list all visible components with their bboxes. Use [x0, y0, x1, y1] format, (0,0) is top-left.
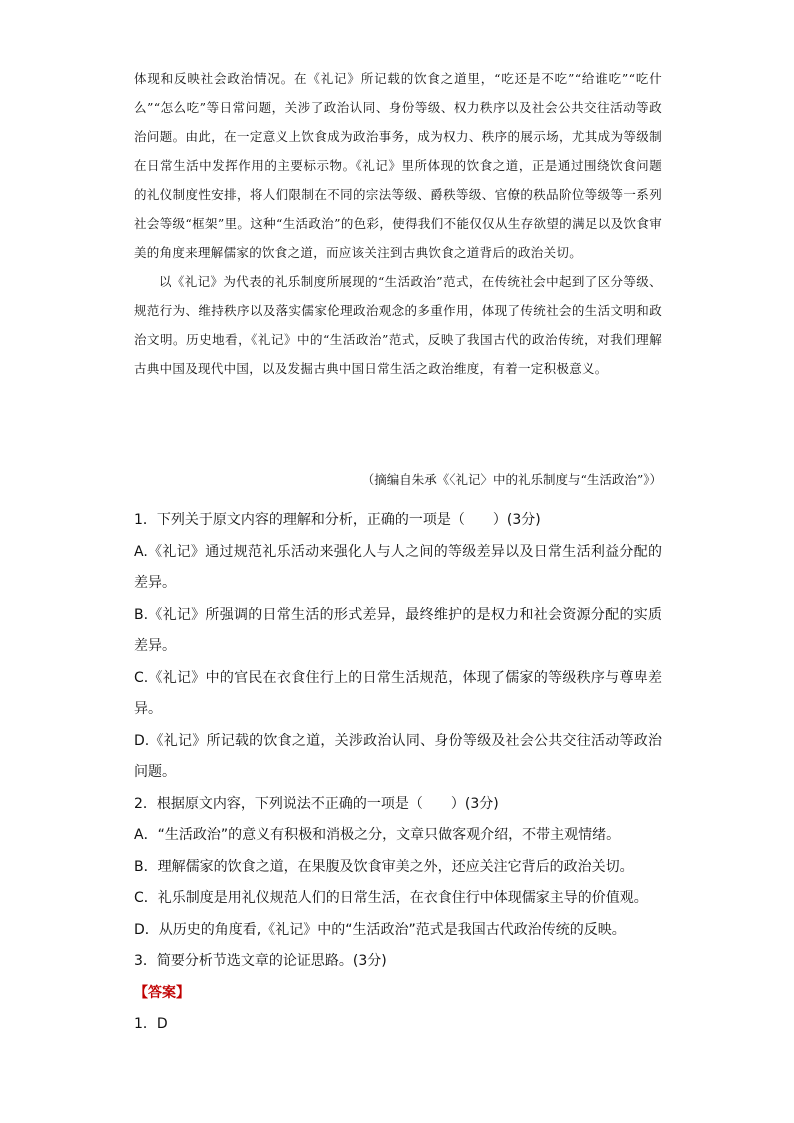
option-item: B.《礼记》所强调的日常生活的形式差异，最终维护的是权力和社会资源分配的实质差异。	[134, 606, 662, 654]
passage-paragraph: 以《礼记》为代表的礼乐制度所展现的“生活政治”范式，在传统社会中起到了区分等级、规范行为、维持秩序以及落实儒家伦理政治观念的多重作用，体现了传统社会的生活文明和政治文明。历史地看，《礼记》中的“生活政治”范式，反映了我国古代的政治传统，对我们理解古典中国及现代中国，以及发掘古典中国日常生活之政治维度，有着一定积极意义。	[134, 274, 662, 376]
question-section	[134, 505, 662, 1041]
reading-passage	[134, 64, 662, 383]
passage-paragraph: 体现和反映社会政治情况。在《礼记》所记载的饮食之道里，“吃还是不吃”“给谁吃”“吃什么”“怎么吃”等日常问题，关涉了政治认同、身份等级、权力秩序以及社会公共交往活动等政治问题。由此，在一定意义上饮食成为政治事务，成为权力、秩序的展示场，尤其成为等级制在日常生活中发挥作用的主要标示物。《礼记》里所体现的饮食之道，正是通过围绕饮食问题的礼仪制度性安排，将人们限制在不同的宗法等级、爵秩等级、官僚的秩品阶位等级等一系列社会等级“框架”里。这种“生活政治”的色彩，使得我们不能仅仅从生存欲望的满足以及饮食审美的角度来理解儒家的饮食之道，而应该关注到古典饮食之道背后的政治关切。	[134, 71, 662, 260]
question-stem: 1．下列关于原文内容的理解和分析，正确的一项是（ ）(3分)	[134, 512, 541, 528]
option-item: B．理解儒家的饮食之道，在果腹及饮食审美之外，还应关注它背后的政治关切。	[134, 858, 634, 875]
question-stem: 3．简要分析节选文章的论证思路。(3分)	[134, 953, 387, 969]
option-item: D．从历史的角度看,《礼记》中的“生活政治”范式是我国古代政治传统的反映。	[134, 921, 626, 938]
option-item: D.《礼记》所记载的饮食之道，关涉政治认同、身份等级及社会公共交往活动等政治问题。	[134, 732, 662, 780]
answer-label: 【答案】	[134, 984, 190, 1001]
option-item: A.《礼记》通过规范礼乐活动来强化人与人之间的等级差异以及日常生活利益分配的差异。	[134, 543, 662, 591]
passage-source: （摘编自朱承《〈礼记〉中的礼乐制度与“生活政治”》）	[361, 472, 662, 487]
question-stem: 2．根据原文内容，下列说法不正确的一项是（ ）(3分)	[134, 795, 499, 812]
option-item: A．“生活政治”的意义有积极和消极之分，文章只做客观介绍，不带主观情绪。	[134, 827, 621, 843]
option-item: C.《礼记》中的官民在衣食住行上的日常生活规范，体现了儒家的等级秩序与尊卑差异。	[134, 669, 662, 717]
option-item: C．礼乐制度是用礼仪规范人们的日常生活，在衣食住行中体现儒家主导的价值观。	[134, 890, 648, 906]
answer-item: 1．D	[134, 1016, 168, 1032]
